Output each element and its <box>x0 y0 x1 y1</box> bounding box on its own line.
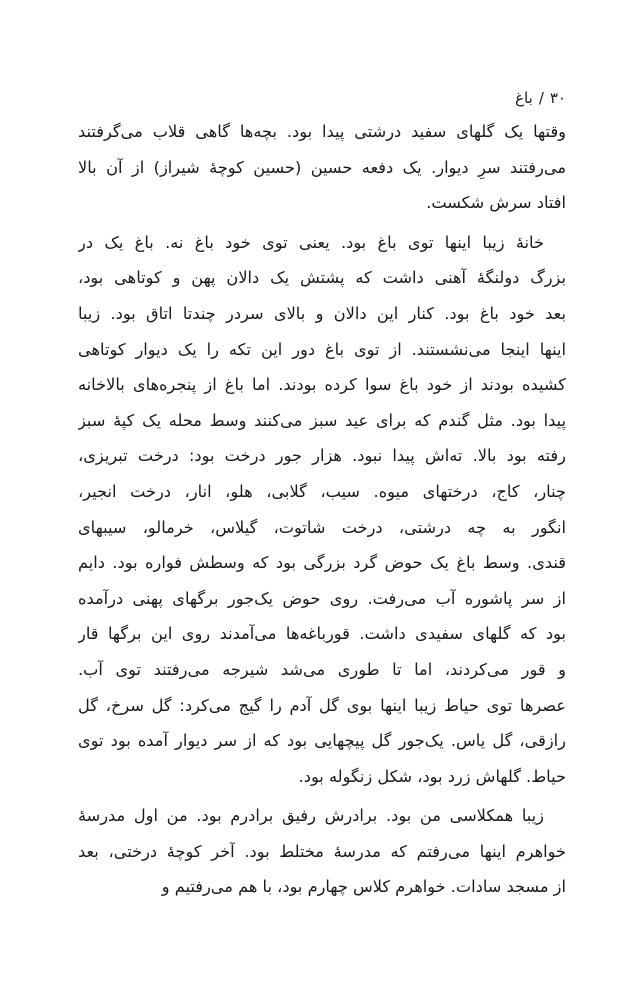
text-line: خواهرم اینها می‌رفتم که مدرسهٔ مختلط بود. آخر کوچهٔ درختی، بعد <box>78 841 566 861</box>
text-line: بود که گلهای سفیدی داشت. قورباغه‌ها می‌آمدند روی این برگها قار <box>78 624 566 644</box>
text-line: از سر پاشوره آب می‌رفت. روی حوض یک‌جور برگهای پهنی درآمده <box>78 588 566 608</box>
text-line: رازقی، گل یاس. یک‌جور گل پیچهایی بود که از سر دیوار آمده بود توی <box>78 731 566 751</box>
text-line: چنار، کاج، درختهای میوه. سیب، گلابی، هلو، انار، درخت انجیر، <box>78 481 566 501</box>
text-line: کشیده بودند از خود باغ سوا کرده بودند. اما باغ از پنجره‌های بالاخانه <box>78 375 566 395</box>
text-line: پیدا بود. مثل گندم که برای عید سبز می‌کنند وسط محله یک کپهٔ سبز <box>78 410 566 430</box>
text-line: از مسجد سادات. خواهرم کلاس چهارم بود، با هم می‌رفتیم و <box>161 877 566 897</box>
paragraph <box>78 114 566 221</box>
text-line: عصرها توی حیاط زیبا اینها بوی گل آدم را گیج می‌کرد: گل سرخ، گل <box>78 695 566 715</box>
header-separator: / <box>538 89 544 107</box>
text-line: می‌رفتند سرِ دیوار. یک دفعه حسین (حسین کوچهٔ شیراز) از آن بالا <box>78 157 566 177</box>
book-page <box>78 70 566 930</box>
body-text <box>78 114 566 905</box>
text-line: خانهٔ زیبا اینها توی باغ بود. یعنی توی خود باغ نه. باغ یک در <box>78 232 544 252</box>
text-line: بزرگ دولنگهٔ آهنی داشت که پشتش یک دالان پهن و کوتاهی بود، <box>78 268 566 288</box>
text-line: زیبا همکلاسی من بود. برادرش رفیق برادرم بود. من اول مدرسهٔ <box>78 806 544 826</box>
text-line: وقتها یک گلهای سفید درشتی پیدا بود. بچه‌ها گاهی قلاب می‌گرفتند <box>78 122 566 141</box>
text-line: قندی. وسط باغ یک حوض گرد بزرگی بود که وسطش فواره بود. دایم <box>78 553 566 573</box>
text-line: و قور می‌کردند، اما تا طوری می‌شد شیرجه می‌رفتند توی آب. <box>78 659 566 679</box>
page-number: ۳۰ <box>549 89 566 107</box>
chapter-title: باغ <box>515 89 533 107</box>
text-line: رفته بود بالا. ته‌اش پیدا نبود. هزار جور درخت بود: درخت تبریزی، <box>78 446 566 466</box>
text-line: افتاد سرش شکست. <box>426 193 566 213</box>
paragraph <box>78 798 566 905</box>
text-line: بعد خود باغ بود. کنار این دالان و بالای سردر چندتا اتاق بود. زیبا <box>78 303 566 323</box>
paragraph <box>78 225 566 795</box>
running-header <box>78 70 566 114</box>
text-line: حیاط. گلهاش زرد بود، شکل زنگوله بود. <box>298 766 566 786</box>
text-line: اینها اینجا می‌نشستند. از توی باغ دور این تکه را یک دیوار کوتاهی <box>78 339 566 359</box>
text-line: انگور به چه درشتی، درخت شاتوت، گیلاس، خرمالو، سیبهای <box>78 517 566 537</box>
